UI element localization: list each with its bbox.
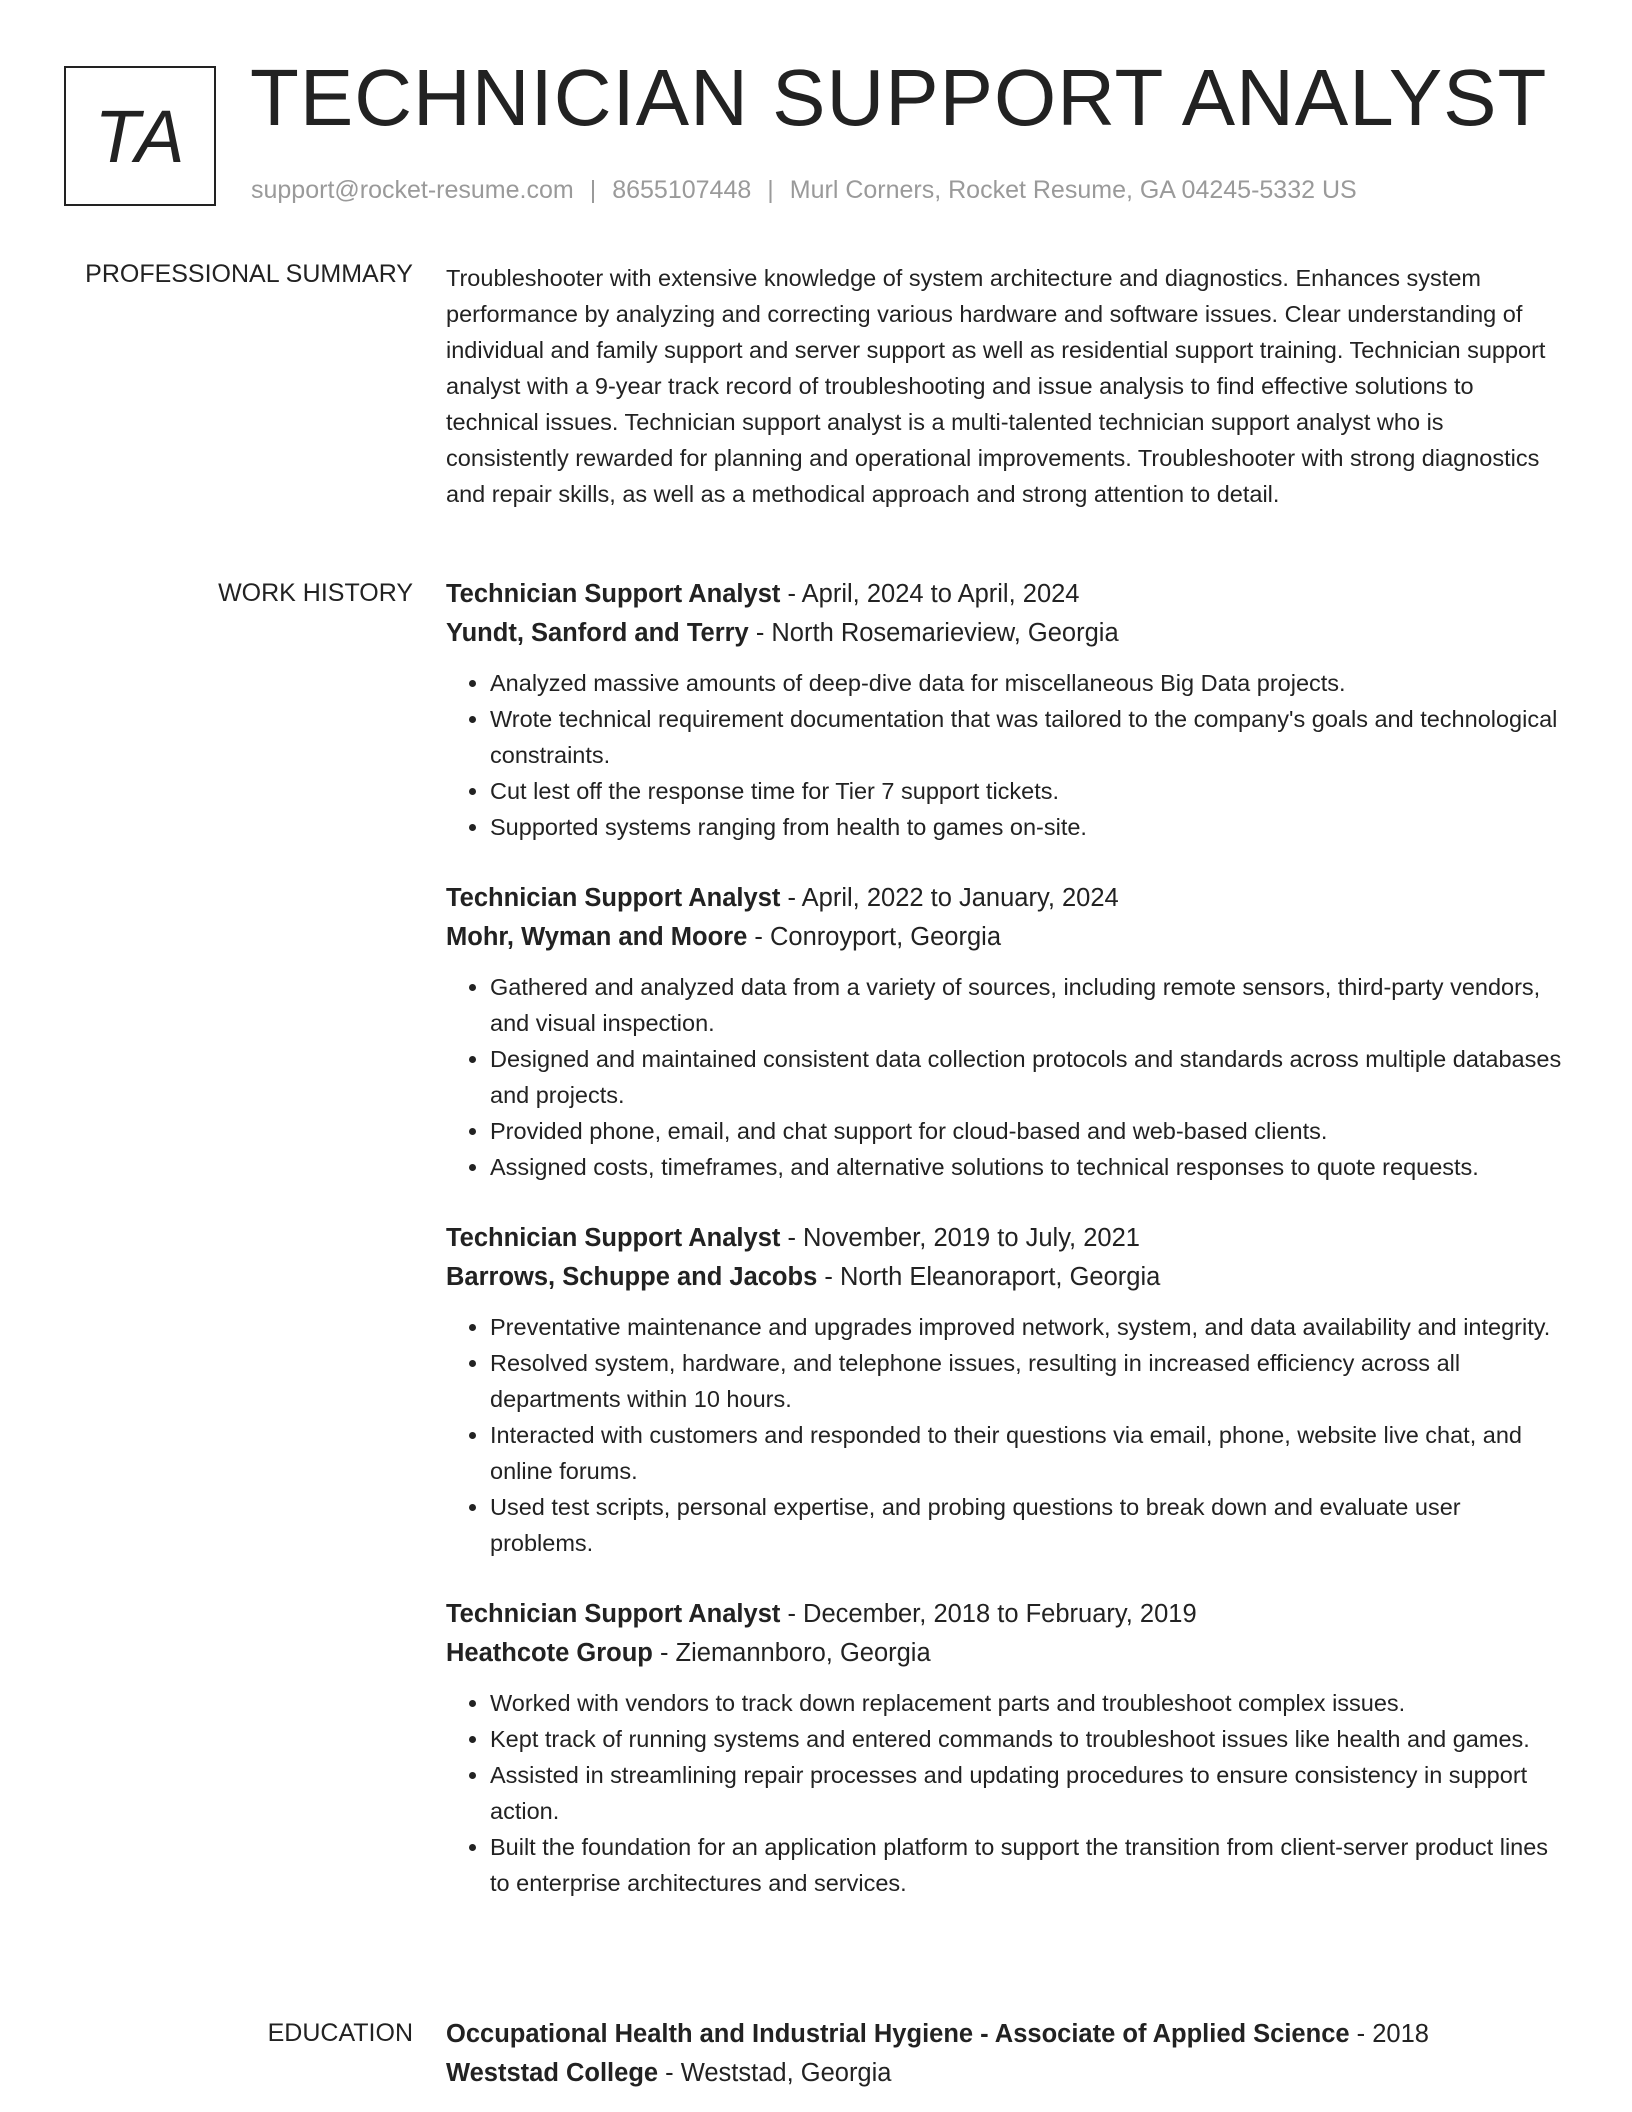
job-company: Yundt, Sanford and Terry xyxy=(446,619,749,647)
job-bullet: • Used test scripts, personal expertise, and probing questions to break down and evaluate user problems. xyxy=(490,1489,1566,1561)
job-bullet: • Supported systems ranging from health to games on-site. xyxy=(490,809,1566,845)
job-bullet: • Preventative maintenance and upgrades improved network, system, and data availability and integrity. xyxy=(490,1309,1566,1345)
job-bullet: • Gathered and analyzed data from a variety of sources, including remote sensors, third-party vendors, and visual inspection. xyxy=(490,969,1566,1041)
job-entry xyxy=(446,575,1566,845)
job-company-line xyxy=(446,614,1566,653)
job-bullet: • Built the foundation for an application platform to support the transition from client-server product lines to enterprise architectures and services. xyxy=(490,1829,1566,1901)
job-bullets xyxy=(446,969,1566,1185)
education-label: EDUCATION xyxy=(267,2019,413,2047)
job-bullet: • Wrote technical requirement documentation that was tailored to the company's goals and technological constraints. xyxy=(490,701,1566,773)
job-location: - Conroyport, Georgia xyxy=(747,923,1002,951)
job-company-line xyxy=(446,1258,1566,1297)
job-bullets xyxy=(446,665,1566,845)
contact-phone: 8655107448 xyxy=(612,176,752,204)
job-title-line xyxy=(446,879,1566,918)
job-location: - Ziemannboro, Georgia xyxy=(652,1639,931,1667)
education-location: - Weststad, Georgia xyxy=(658,2059,892,2087)
job-bullet: • Assigned costs, timeframes, and alternative solutions to technical responses to quote requests. xyxy=(490,1149,1566,1185)
education-school-line xyxy=(446,2054,1566,2093)
job-bullet: • Worked with vendors to track down replacement parts and troubleshoot complex issues. xyxy=(490,1685,1566,1721)
job-company-line xyxy=(446,918,1566,957)
job-location: - North Eleanoraport, Georgia xyxy=(817,1263,1161,1291)
job-bullet: • Assisted in streamlining repair processes and updating procedures to ensure consistency in support action. xyxy=(490,1757,1566,1829)
job-bullet: • Resolved system, hardware, and telephone issues, resulting in increased efficiency across all departments within 10 hours. xyxy=(490,1345,1566,1417)
job-title: Technician Support Analyst xyxy=(446,1600,781,1628)
education-body xyxy=(446,2015,1566,2093)
job-dates: - December, 2018 to February, 2019 xyxy=(780,1600,1197,1628)
job-company-line xyxy=(446,1634,1566,1673)
job-title: Technician Support Analyst xyxy=(446,1224,781,1252)
job-title-line xyxy=(446,1219,1566,1258)
summary-body xyxy=(446,260,1566,512)
work-history-label: WORK HISTORY xyxy=(218,579,413,607)
job-company: Mohr, Wyman and Moore xyxy=(446,923,748,951)
job-bullets xyxy=(446,1309,1566,1561)
contact-separator: | xyxy=(589,176,597,204)
resume-title: TECHNICIAN SUPPORT ANALYST xyxy=(250,53,1548,142)
contact-email: support@rocket-resume.com xyxy=(251,176,574,204)
job-dates: - November, 2019 to July, 2021 xyxy=(780,1224,1140,1252)
job-entry xyxy=(446,1219,1566,1561)
job-title-line xyxy=(446,1595,1566,1634)
job-location: - North Rosemarieview, Georgia xyxy=(748,619,1119,647)
monogram-badge: TA xyxy=(64,66,216,206)
contact-separator: | xyxy=(767,176,774,204)
education-degree-line xyxy=(446,2015,1566,2054)
job-title-line xyxy=(446,575,1566,614)
education-degree: Occupational Health and Industrial Hygiene - Associate of Applied Science xyxy=(446,2020,1350,2048)
job-entry xyxy=(446,1595,1566,1901)
job-company: Barrows, Schuppe and Jacobs xyxy=(446,1263,818,1291)
summary-text: Troubleshooter with extensive knowledge of system architecture and diagnostics. Enhances system performance by analyzing and correcting various hardware and software issues. Clear understanding of individual and family support and server support as well as residential support training. Technician support analyst with a 9-year track record of troubleshooting and issue analysis to find effective solutions to technical issues. Technician support analyst is a multi-talented technician support analyst who is consistently rewarded for planning and operational improvements. Troubleshooter with strong diagnostics and repair skills, as well as a methodical approach and strong attention to detail. xyxy=(446,265,1546,507)
job-bullet: • Analyzed massive amounts of deep-dive data for miscellaneous Big Data projects. xyxy=(490,665,1566,701)
job-entry xyxy=(446,879,1566,1185)
job-dates: - April, 2022 to January, 2024 xyxy=(780,884,1119,912)
contact-address: Murl Corners, Rocket Resume, GA 04245-5332 US xyxy=(789,176,1357,204)
education-school: Weststad College xyxy=(446,2059,659,2087)
job-bullet: • Cut lest off the response time for Tier 7 support tickets. xyxy=(490,773,1566,809)
summary-label: PROFESSIONAL SUMMARY xyxy=(85,260,413,288)
job-bullets xyxy=(446,1685,1566,1901)
job-bullet: • Designed and maintained consistent data collection protocols and standards across multiple databases and projects. xyxy=(490,1041,1566,1113)
job-bullet: • Interacted with customers and responded to their questions via email, phone, website live chat, and online forums. xyxy=(490,1417,1566,1489)
job-title: Technician Support Analyst xyxy=(446,580,781,608)
education-year: - 2018 xyxy=(1349,2020,1429,2048)
job-title: Technician Support Analyst xyxy=(446,884,781,912)
job-bullet: • Kept track of running systems and entered commands to troubleshoot issues like health and games. xyxy=(490,1721,1566,1757)
work-history-body xyxy=(446,575,1566,1935)
job-bullet: • Provided phone, email, and chat support for cloud-based and web-based clients. xyxy=(490,1113,1566,1149)
job-company: Heathcote Group xyxy=(446,1639,653,1667)
job-dates: - April, 2024 to April, 2024 xyxy=(780,580,1080,608)
contact-line xyxy=(251,176,1357,205)
